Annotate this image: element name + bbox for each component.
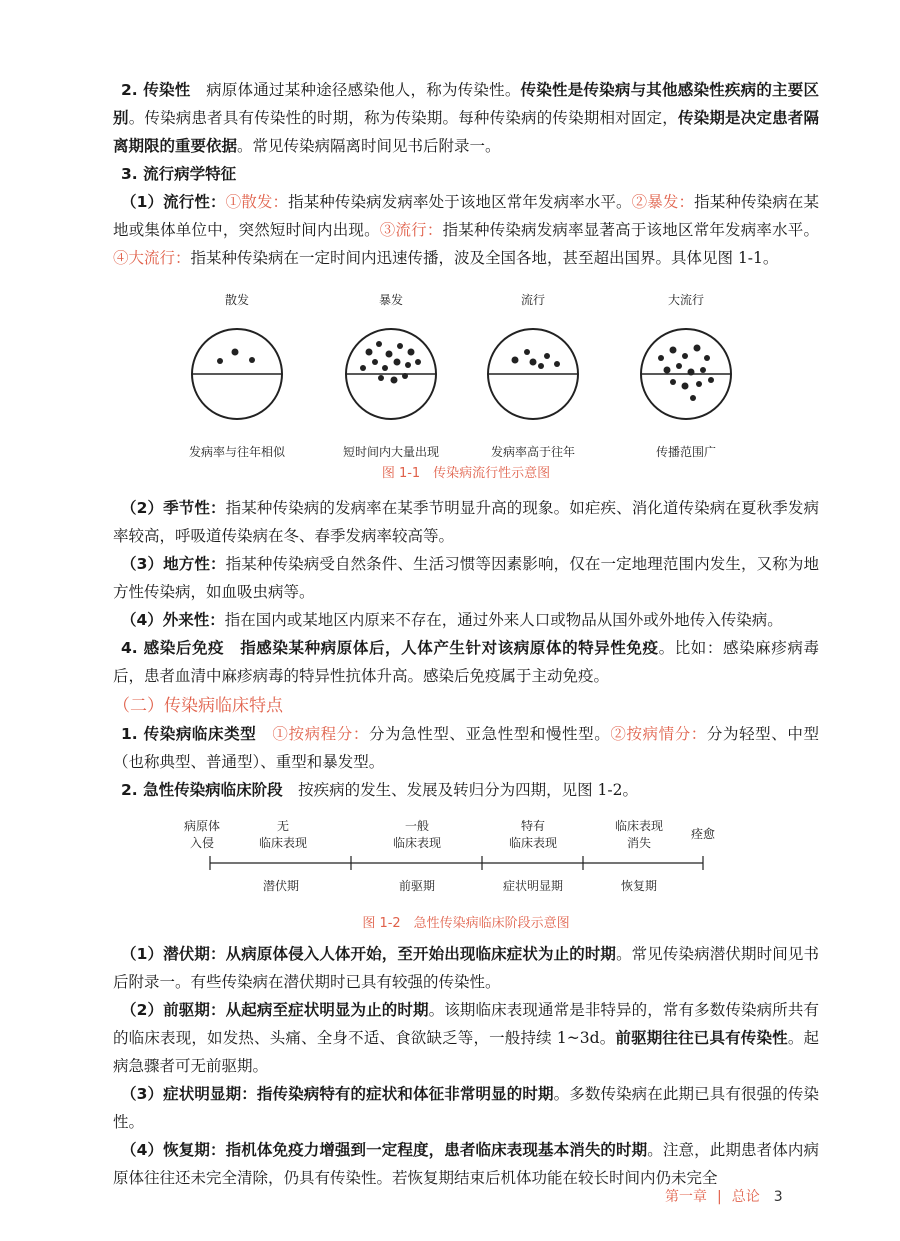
timeline-top-3a: 特有 xyxy=(520,819,546,833)
paragraph-local: （3）地方性：指某种传染病受自然条件、生活习惯等因素影响，仅在一定地理范围内发生，又称为地方性传染病，如血吸虫病等。 xyxy=(113,555,819,601)
footer-section: 总论 xyxy=(731,1189,760,1205)
fig1-title-sporadic: 散发 xyxy=(224,293,250,307)
footer-chapter: 第一章 xyxy=(665,1189,707,1205)
epidemic-circles xyxy=(113,282,819,462)
fig1-title-epidemic: 流行 xyxy=(520,293,546,307)
timeline-top-0b: 入侵 xyxy=(189,836,215,850)
fig1-label-pandemic: 传播范围广 xyxy=(655,445,717,459)
paragraph-foreign: （4）外来性：指在国内或某地区内原来不存在，通过外来人口或物品从国外或外地传入传染病。 xyxy=(121,611,783,629)
timeline-top-1b: 临床表现 xyxy=(258,836,308,850)
fig1-title-pandemic: 大流行 xyxy=(667,293,705,307)
paragraph-immunity: 4. 感染后免疫 指感染某种病原体后，人体产生针对该病原体的特异性免疫。比如：感染麻疹病毒后，患者血清中麻疹病毒的特异性抗体升高。感染后免疫属于主动免疫。 xyxy=(113,639,819,685)
timeline-top-2a: 一般 xyxy=(404,819,430,833)
timeline-top-1a: 无 xyxy=(276,819,290,833)
timeline-top-2b: 临床表现 xyxy=(392,836,442,850)
paragraph-contagiousness: 2. 传染性 病原体通过某种途径感染他人，称为传染性。传染性是传染病与其他感染性疾病的主要区别。传染病患者具有传染性的时期，称为传染期。每种传染病的传染期相对固定，传染期是决定患者隔离期限的重要依据。常见传染病隔离时间见书后附录一。 xyxy=(113,81,819,155)
page-number: 3 xyxy=(773,1189,783,1205)
fig1-label-sporadic: 发病率与往年相似 xyxy=(188,445,286,459)
period-prodromal: 前驱期 xyxy=(398,879,436,893)
paragraph-incubation: （1）潜伏期：从病原体侵入人体开始，至开始出现临床症状为止的时期。常见传染病潜伏期时间见书后附录一。有些传染病在潜伏期时已具有较强的传染性。 xyxy=(113,945,819,991)
figure-stages-timeline xyxy=(113,810,819,936)
paragraph-clinical-stages: 2. 急性传染病临床阶段 按疾病的发生、发展及转归分为四期，见图 1-2。 xyxy=(121,781,638,799)
figure1-caption: 图 1-1 传染病流行性示意图 xyxy=(381,466,551,481)
page-content xyxy=(113,76,819,1192)
paragraph-clinical-types: 1. 传染病临床类型 ①按病程分：分为急性型、亚急性型和慢性型。②按病情分：分为轻型、中型（也称典型、普通型）、重型和暴发型。 xyxy=(113,725,819,771)
page-footer xyxy=(665,1186,783,1206)
paragraph-symptomatic: （3）症状明显期：指传染病特有的症状和体征非常明显的时期。多数传染病在此期已具有很强的传染性。 xyxy=(113,1085,819,1131)
section-title-clinical: （二）传染病临床特点 xyxy=(113,696,283,716)
footer-separator: | xyxy=(717,1189,722,1205)
fig1-title-outbreak: 暴发 xyxy=(378,293,404,307)
heading-epidemiology: 3. 流行病学特征 xyxy=(121,165,237,183)
timeline-top-4b: 消失 xyxy=(626,836,652,850)
period-symptomatic: 症状明显期 xyxy=(502,879,564,893)
period-recovery: 恢复期 xyxy=(620,879,658,893)
paragraph-epidemic: （1）流行性：①散发：指某种传染病发病率处于该地区常年发病率水平。②暴发：指某种传染病在某地或集体单位中，突然短时间内出现。③流行：指某种传染病发病率显著高于该地区常年发病率水平。④大流行：指某种传染病在一定时间内迅速传播，波及全国各地，甚至超出国界。具体见图 1-1。 xyxy=(113,193,819,267)
heading-contagiousness: 2. 传染性 xyxy=(121,81,191,99)
fig1-label-outbreak: 短时间内大量出现 xyxy=(342,445,440,459)
paragraph-prodromal: （2）前驱期：从起病至症状明显为止的时期。该期临床表现通常是非特异的，常有多数传染病所共有的临床表现，如发热、头痛、全身不适、食欲缺乏等，一般持续 1~3d。前驱期往往已具有传染性。起病急骤者可无前驱期。 xyxy=(113,1001,819,1075)
figure2-caption: 图 1-2 急性传染病临床阶段示意图 xyxy=(362,916,570,931)
timeline-top-4a: 临床表现 xyxy=(614,819,664,833)
figure-epidemic-diagram xyxy=(113,282,819,486)
paragraph-recovery: （4）恢复期：指机体免疫力增强到一定程度，患者临床表现基本消失的时期。注意，此期患者体内病原体往往还未完全清除，仍具有传染性。若恢复期结束后机体功能在较长时间内仍未完全 xyxy=(113,1141,819,1187)
fig1-label-epidemic: 发病率高于往年 xyxy=(490,445,576,459)
timeline-top-5: 痊愈 xyxy=(690,827,716,841)
paragraph-seasonal: （2）季节性：指某种传染病的发病率在某季节明显升高的现象。如疟疾、消化道传染病在夏秋季发病率较高，呼吸道传染病在冬、春季发病率较高等。 xyxy=(113,499,819,545)
timeline-svg xyxy=(113,810,819,912)
timeline-top-3b: 临床表现 xyxy=(508,836,558,850)
period-incubation: 潜伏期 xyxy=(262,879,300,893)
timeline-top-0a: 病原体 xyxy=(183,819,221,833)
